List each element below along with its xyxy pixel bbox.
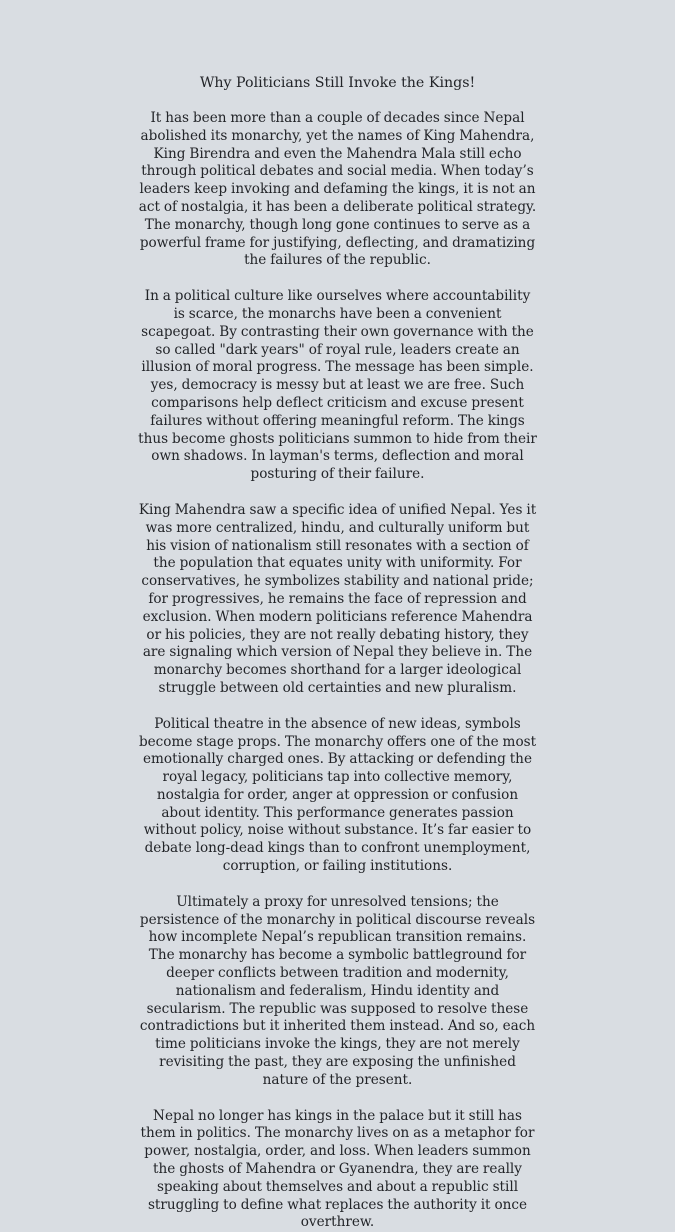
paragraph-intro: It has been more than a couple of decades since Nepal abolished its monarchy, yet the names of King Mahendra, King Birendra and even the Mahendra Mala still echo through political debates and social media. When today’s leaders keep invoking and defaming the kings, it is not an act of nostalgia, it has been a deliberate political strategy. The monarchy, though long gone continues to serve as a powerful frame for justifying, deflecting, and dramatizing the failures of the republic. <box>138 110 537 269</box>
paragraph-conclusion: Nepal no longer has kings in the palace but it still has them in politics. The monarchy lives on as a metaphor for power, nostalgia, order, and loss. When leaders summon the ghosts of Mahendra or Gyanendra, they are really speaking about themselves and about a republic still struggling to define what replaces the authority it once overthrew. <box>140 1107 535 1231</box>
article-title: Why Politicians Still Invoke the Kings! <box>199 75 476 91</box>
article-body <box>138 74 538 1232</box>
paragraph-scapegoat: In a political culture like ourselves where accountability is scarce, the monarchs have been a convenient scapegoat. By contrasting their own governance with the so called "dark years" of royal rule, leaders create an illusion of moral progress. The message has been simple. yes, democracy is messy but at least we are free. Such comparisons help deflect criticism and excuse present failures without offering meaningful reform. The kings thus become ghosts politicians summon to hide from their own shadows. In layman's terms, deflection and moral posturing of their failure. <box>138 288 537 483</box>
paragraph-proxy: Ultimately a proxy for unresolved tensions; the persistence of the monarchy in political discourse reveals how incomplete Nepal’s republican transition remains. The monarchy has become a symbolic battleground for deeper conflicts between tradition and modernity, nationalism and federalism, Hindu identity and secularism. The republic was supposed to resolve these contradictions but it inherited them instead. And so, each time politicians invoke the kings, they are not merely revisiting the past, they are exposing the unfinished nature of the present. <box>139 893 536 1088</box>
paragraph-theatre: Political theatre in the absence of new ideas, symbols become stage props. The monarchy offers one of the most emotionally charged ones. By attacking or defending the royal legacy, politicians tap into collective memory, nostalgia for order, anger at oppression or confusion about identity. This performance generates passion without policy, noise without substance. It’s far easier to debate long-dead kings than to confront unemployment, corruption, or failing institutions. <box>138 715 537 875</box>
paragraph-mahendra: King Mahendra saw a specific idea of unified Nepal. Yes it was more centralized, hindu, and culturally uniform but his vision of nationalism still resonates with a section of the population that equates unity with uniformity. For conservatives, he symbolizes stability and national pride; for progressives, he remains the face of repression and exclusion. When modern politicians reference Mahendra or his policies, they are not really debating history, they are signaling which version of Nepal they believe in. The monarchy becomes shorthand for a larger ideological struggle between old certainties and new pluralism. <box>138 501 537 696</box>
